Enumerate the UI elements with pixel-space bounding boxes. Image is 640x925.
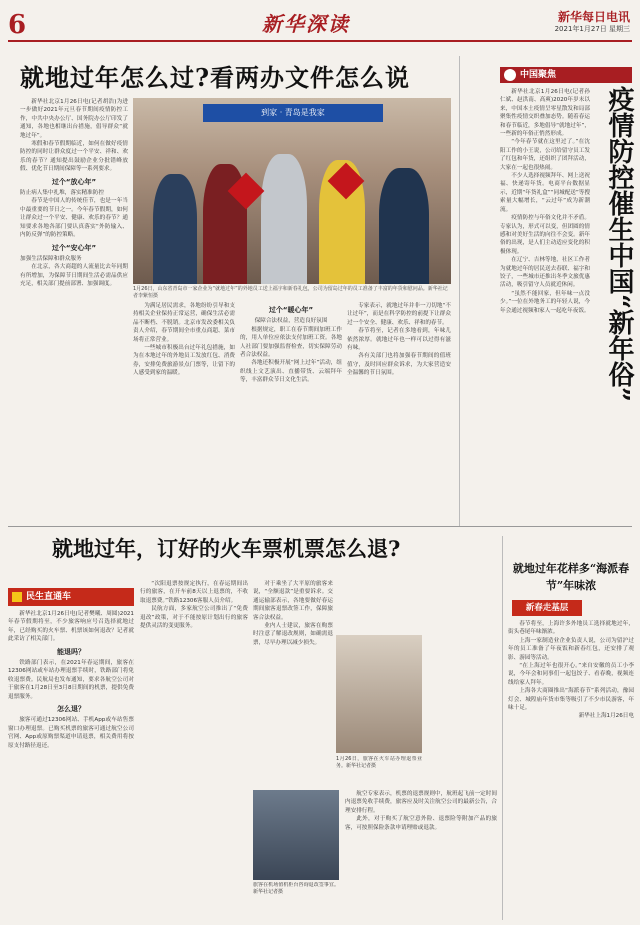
article1-column-1 bbox=[20, 98, 128, 528]
masthead-name: 新华每日电讯 bbox=[557, 10, 630, 24]
article2-paragraph: 旅客可通过12306网站、手机App或车站售票窗口办理退票。已购买机票的旅客可通过航空公司官网、App或原购票渠道申请退票，相关费用将按原支付路径返还。 bbox=[8, 717, 134, 749]
article1-subhead-sub: 防止病人集中扎堆，落实精准防控 bbox=[20, 190, 104, 197]
article2-column-3 bbox=[253, 580, 333, 785]
article2-column-4 bbox=[345, 790, 497, 920]
article2-question: 能退吗？ bbox=[57, 647, 85, 656]
focus-paragraph: 在辽宁、吉林等地，社区工作者为就地过年的居民送去春联、福字和饺子，一些城市还推出冬季文旅优惠活动，吸引留守人员就近休闲。 bbox=[500, 257, 590, 289]
article1-column-2 bbox=[133, 302, 235, 528]
article1-paragraph: 为满足居民需求，各地纷纷引导和支持相关企业保持正常运营，确保生活必需品不断档、不脱销。北京市发改委相关负责人介绍，春节期间全市重点商超、菜市场将正常营业。 bbox=[133, 303, 235, 343]
globe-icon bbox=[504, 69, 516, 81]
article1-subhead: 过个“放心年” bbox=[51, 177, 97, 186]
article2-lead: 新华社北京1月26日电(记者樊曦、周圆)2021年春节假期将至，不少旅客响应号召选择就地过年，已经购买的火车票、机票该如何退改？记者就此采访了相关部门。 bbox=[8, 611, 134, 643]
article2-photo-train bbox=[336, 635, 422, 753]
focus-paragraph: 疫情防控与年俗文化并不矛盾。专家认为，形式可以变，但团圆的情感和对美好生活的向往不会变。新年俗的出现，是人们主动适应变化的积极体现。 bbox=[500, 215, 590, 255]
article1-headline: 就地过年怎么过?看两办文件怎么说 bbox=[20, 63, 411, 92]
photo-banner: 到家 · 青岛是我家 bbox=[203, 104, 383, 122]
tag-square-icon bbox=[12, 592, 22, 602]
article1-paragraph: 春节将至，记者在多地看到，年味儿依然浓厚。就地过年也一样可以过得有滋有味。 bbox=[347, 328, 451, 352]
article2-column-2 bbox=[140, 580, 248, 920]
article1-column-3 bbox=[240, 302, 342, 528]
article1-column-4 bbox=[347, 302, 451, 528]
column-divider bbox=[502, 536, 503, 920]
focus-paragraph: “虽然不能回家，但年味一点没少。”一位在外地务工的年轻人说，今年会通过视频和家人一起吃年夜饭。 bbox=[500, 290, 590, 314]
photo-person bbox=[379, 168, 429, 284]
article2-paragraph: 此外，对于购买了航空意外险、退票险等附加产品的旅客，可按照保险条款申请理赔或退款。 bbox=[345, 816, 497, 831]
side-story-paragraph: “在上海过年也很开心。”来自安徽的员工小李说，今年会和同事们一起包饺子、看春晚，视频连线给家人拜年。 bbox=[508, 663, 634, 686]
section-divider bbox=[8, 526, 632, 527]
article2-paragraph: 民航方面，多家航空公司推出了“免费退改”政策，对于不能按原计划出行的旅客提供灵活的变更服务。 bbox=[140, 606, 248, 630]
side-story-credit: 新华社上海1月26日电 bbox=[578, 713, 634, 720]
article1-subhead: 过个“暖心年” bbox=[268, 306, 314, 314]
article1-paragraph: 各地还积极开展“网上过年”活动，组织线上文艺演出、直播带货、云端拜年等，丰富群众节日文化生活。 bbox=[240, 360, 342, 384]
photo-person bbox=[153, 174, 197, 284]
article1-paragraph: 在北京，各大商超的人流量比去年同期有所增加，为保障节日期间生活必需品供应充足，相关部门提前部署、加强调度。 bbox=[20, 264, 128, 288]
article2-photo3-caption: 旅客在机场值机柜台咨询退改签事宜。新华社记者摄 bbox=[253, 882, 339, 895]
side-story-title: 就地过年花样多“海派春节”年味浓 bbox=[512, 562, 630, 592]
article2-photo-airport bbox=[253, 790, 339, 880]
article2-tag-label: 民生直通车 bbox=[26, 592, 72, 602]
article1-subhead-sub: 保障合法权益，营造良好氛围 bbox=[254, 318, 328, 325]
article1-paragraph: 专家表示，就地过年并非一刀切地“不让过年”，而是在科学防控的前提下让群众过一个安全、健康、欢乐、祥和的春节。 bbox=[347, 303, 451, 326]
side-story-tag: 新春走基层 bbox=[512, 600, 582, 616]
focus-paragraph: “今年春节就在这里过了。”在沈阳工作的小王说，公司给留守员工发了红包和年货，还组织了团拜活动，大家在一起也很热闹。 bbox=[500, 139, 590, 171]
article1-paragraph: 一些城市积极出台过年礼包措施，如为在本地过年的外地员工发放红包、消费券，安排免费旅游景点门票等，让留下的人感受到家的温暖。 bbox=[133, 345, 235, 377]
article2-paragraph: 业内人士建议，旅客在购票时注意了解退改规则，如确需退票，尽早办理以减少损失。 bbox=[253, 623, 333, 646]
article2-paragraph: 对于乘坐了大平原的旅客来说，“全额退款”是重要诉求。交通运输部表示，各地要做好春运期间旅客退票改签工作，保障旅客合法权益。 bbox=[253, 581, 333, 621]
article2-paragraph: “次阳退票按规定执行，在春运期间出行的旅客，在开车前8天以上退票的，不收取退票费。”铁路12306客服人员介绍。 bbox=[140, 581, 248, 604]
focus-lead: 新华社北京1月26日电(记者孙仁斌、赵洪南、高爽)2020年岁末以来，中国本土疫情呈零星散发和局部聚集性疫情交织叠加态势。随着春运和春节临近，多地倡导“就地过年”，一些新的年俗正悄然形成。 bbox=[500, 89, 590, 138]
article1-subhead: 过个“安心年” bbox=[51, 243, 97, 252]
section-title: 新华深读 bbox=[262, 12, 350, 36]
article1-subhead-sub: 加强生活保障和群众服务 bbox=[20, 255, 82, 262]
focus-tag-label: 中国聚焦 bbox=[520, 70, 557, 80]
article1-paragraph: 根据规定，职工在春节期间加班工作的，用人单位应依法支付加班工资。各地人社部门要加强监督检查，切实保障劳动者合法权益。 bbox=[240, 326, 342, 359]
article1-paragraph: 寒假和春节假期临近，如何在做好疫情防控的同时让群众度过一个平安、祥和、欢乐的春节？通知提出鼓励企业分批错峰放假、优化节日期间保障等一系列要求。 bbox=[20, 141, 128, 173]
focus-section-tag bbox=[500, 67, 632, 83]
article1-lead: 新华社北京1月26日电(记者胡浩)为进一步做好2021年元旦春节期间疫情防控工作，中共中央办公厅、国务院办公厅印发了通知，各地也相继出台措施，倡导群众“就地过年”。 bbox=[20, 99, 128, 139]
article1-photo-caption: 1月26日，山东省青岛市一家企业为“就地过年”的外地员工送上福字和新春礼包，公司为留岛过年的员工准备了丰富的年货和慰问品。新华社记者李紫恒摄 bbox=[133, 286, 448, 299]
side-story-lead: 春节将至，上海许多外地员工选择就地过年，街头巷尾年味渐浓。 bbox=[508, 621, 634, 636]
article2-column-1 bbox=[8, 610, 134, 920]
article2-paragraph: 航空专家表示，机票的退票规则中，航班起飞前一定时间内退票免收手续费，旅客应及时关注航空公司的最新公告，合理安排行程。 bbox=[345, 791, 497, 814]
article1-photo bbox=[133, 98, 451, 284]
article2-photo2-caption: 1月26日，旅客在火车站办理退票业务。新华社记者摄 bbox=[336, 756, 422, 769]
article2-headline: 就地过年，订好的火车票机票怎么退? bbox=[52, 536, 401, 561]
side-story-paragraph: 上海一家制造业企业负责人说，公司为留沪过年的员工准备了年夜饭和新春红包，还安排了观影、游园等活动。 bbox=[508, 637, 634, 661]
side-story-body bbox=[508, 620, 634, 910]
photo-person bbox=[261, 154, 307, 284]
focus-vertical-title: 疫情防控催生中国“新年俗” bbox=[604, 86, 634, 402]
focus-column-1 bbox=[500, 88, 590, 528]
column-divider bbox=[459, 56, 460, 526]
article2-question: 怎么退？ bbox=[57, 705, 85, 714]
side-story-paragraph: 上海各大商圈推出“海派春节”系列活动，豫园灯会、城隍庙年货市集等吸引了不少市民游客，年味十足。 bbox=[508, 688, 634, 712]
header-rule bbox=[8, 40, 632, 42]
focus-paragraph: 不少人选择视频拜年、网上送祝福、快递寄年货。电商平台数据显示，近期“年货礼盒”“同城配送”等搜索量大幅增长，“云过年”成为新潮流。 bbox=[500, 173, 590, 213]
article1-paragraph: 各有关部门也将加强春节期间的值班值守，及时回应群众诉求，为大家营造安全温馨的节日氛围。 bbox=[347, 353, 451, 377]
masthead-date: 2021年1月27日 星期三 bbox=[554, 25, 630, 33]
article2-section-tag bbox=[8, 588, 134, 606]
article2-paragraph: 铁路部门表示，在2021年春运期间，旅客在12306网站或车站办理退票手续时，铁路部门将免收退票费。民航局也发布通知，要求各航空公司对于旅客在1月28日至3月8日期间的机票，提供免费退票服务。 bbox=[8, 660, 134, 700]
page-number: 6 bbox=[8, 10, 27, 40]
article1-paragraph: 春节是中国人的传统佳节，也是一年当中最重要的节日之一。今年春节假期，如何让群众过一个平安、健康、欢乐的春节？通知要求各地各部门要认真落实“外防输入、内防反弹”的防控策略。 bbox=[20, 198, 128, 239]
